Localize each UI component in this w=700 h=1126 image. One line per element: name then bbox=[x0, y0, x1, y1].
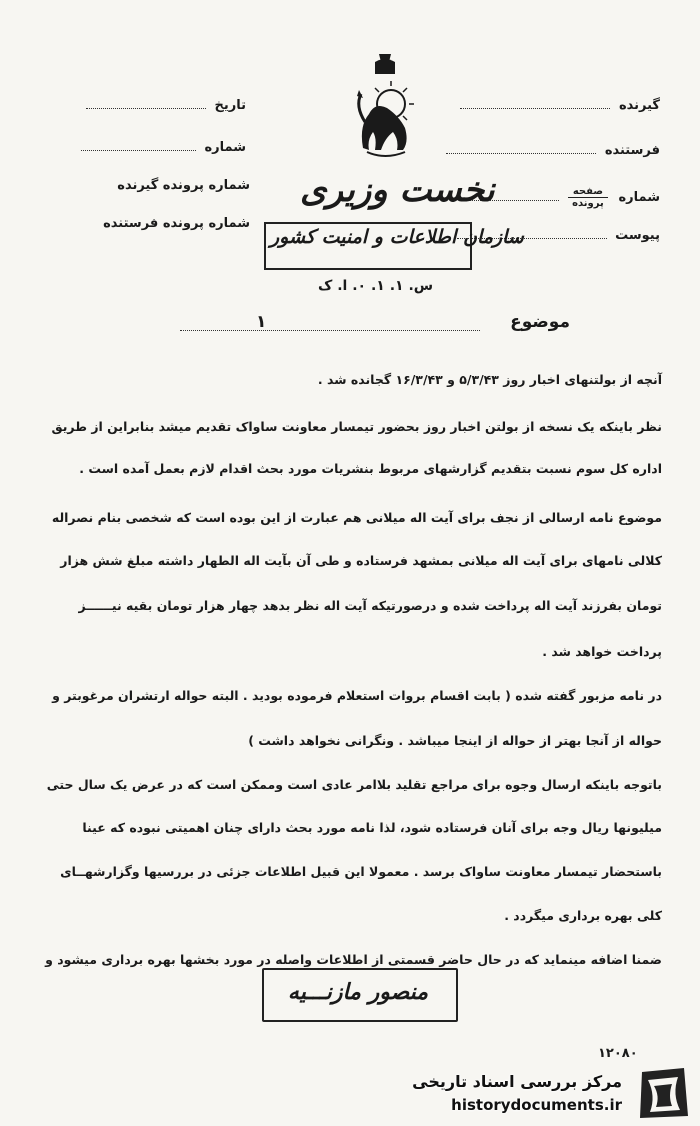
body-line: حواله از آنجا بهتر از حواله از اینجا میباشد . ونگرانی نخواهد داشت ) bbox=[248, 733, 662, 748]
body-line: در نامه مزبور گفته شده ( بابت اقسام بروات استعلام فرموده بودید . البته حواله ارتشران مرغوبتر و bbox=[52, 688, 662, 703]
body-line: پرداخت خواهد شد . bbox=[542, 644, 662, 659]
lion-and-sun-crest-icon bbox=[345, 52, 425, 162]
left-number-line bbox=[81, 140, 196, 151]
sender-file-label: شماره پرونده فرستنده bbox=[103, 216, 250, 231]
number-field bbox=[469, 186, 660, 209]
left-number-label: شماره bbox=[204, 140, 246, 155]
body-line: اداره کل سوم نسبت بتقدیم گزارشهای مربوط بنشریات مورد بحث اقدام لازم بعمل آمده است . bbox=[79, 461, 662, 476]
body-line: تومان بفرزند آیت اله پرداخت شده و درصورتیکه آیت اله نظر بدهد چهار هزار تومان بقیه نیــــــز bbox=[78, 598, 662, 613]
agency-code: س. ۱. ۱. ۰. ا. ک bbox=[318, 278, 434, 294]
subject-line bbox=[180, 330, 480, 331]
number-fraction bbox=[568, 186, 608, 209]
recipient-line bbox=[460, 98, 610, 109]
date-field bbox=[86, 98, 246, 113]
subject-label: موضوع bbox=[510, 312, 570, 332]
sender-line bbox=[446, 143, 596, 154]
office-title: نخست وزیری bbox=[300, 170, 495, 210]
body-line: کلالی نامهای برای آیت اله میلانی بمشهد فرستاده و طی آن بآیت اله الطهار داشته مبلغ شش هزار bbox=[60, 553, 662, 568]
page-part-label: صفحه bbox=[572, 186, 603, 197]
body-line: ضمنا اضافه مینماید که در حال حاضر قسمتی از اطلاعات واصله در مورد بخشها بهره برداری میشود و bbox=[45, 952, 662, 967]
page-number: ۱۲۰۸۰ bbox=[598, 1046, 638, 1061]
recipient-file-label: شماره پرونده گیرنده bbox=[117, 178, 250, 193]
archive-logo-icon bbox=[634, 1066, 692, 1120]
sender-label: فرستنده bbox=[604, 143, 660, 158]
body-line: آنچه از بولتنهای اخبار روز ۵/۳/۴۳ و ۱۶/۳/۴۳ گجانده شد . bbox=[317, 372, 662, 387]
date-line bbox=[86, 98, 206, 109]
left-number-field bbox=[86, 140, 246, 155]
date-label: تاریخ bbox=[214, 98, 246, 113]
signature-name: منصور مازنـــیه bbox=[287, 980, 429, 1005]
body-line: میلیونها ریال وجه برای آنان فرستاده شود، لذا نامه مورد بحث دارای چنان اهمیتی نبوده که عینا bbox=[82, 820, 662, 835]
recipient-field bbox=[460, 98, 660, 113]
recipient-label: گیرنده bbox=[618, 98, 660, 113]
watermark-title: مرکز بررسی اسناد تاریخی bbox=[412, 1072, 622, 1091]
watermark-url: historydocuments.ir bbox=[451, 1096, 622, 1114]
body-line: باستحضار تیمسار معاونت ساواک برسد . معمولا این قبیل اطلاعات جزئی در بررسیها وگزارشهــای bbox=[60, 864, 662, 879]
body-line: موضوع نامه ارسالی از نجف برای آیت اله میلانی هم عبارت از این بوده است که شخصی بنام نصراله bbox=[51, 510, 662, 525]
body-line: باتوجه باینکه ارسال وجوه برای مراجع تقلید بلاامر عادی است وممکن است که در عرض یک سال حتی bbox=[46, 777, 662, 792]
sender-field bbox=[446, 143, 660, 158]
number-label: شماره bbox=[618, 190, 660, 205]
body-line: نظر باینکه یک نسخه از بولتن اخبار روز بحضور تیمسار معاونت ساواک تقدیم میشد بنابراین از طریق bbox=[51, 419, 662, 434]
sender-file-field bbox=[90, 216, 250, 231]
agency-stamp-text: سازمان اطلاعات و امنیت کشور bbox=[270, 226, 524, 248]
subject-value: ۱ bbox=[256, 312, 267, 332]
body-line: کلی بهره برداری میگردد . bbox=[504, 908, 662, 923]
attachment-label: پیوست bbox=[615, 228, 660, 243]
file-part-label: پرونده bbox=[568, 197, 608, 209]
recipient-file-field bbox=[90, 178, 250, 193]
